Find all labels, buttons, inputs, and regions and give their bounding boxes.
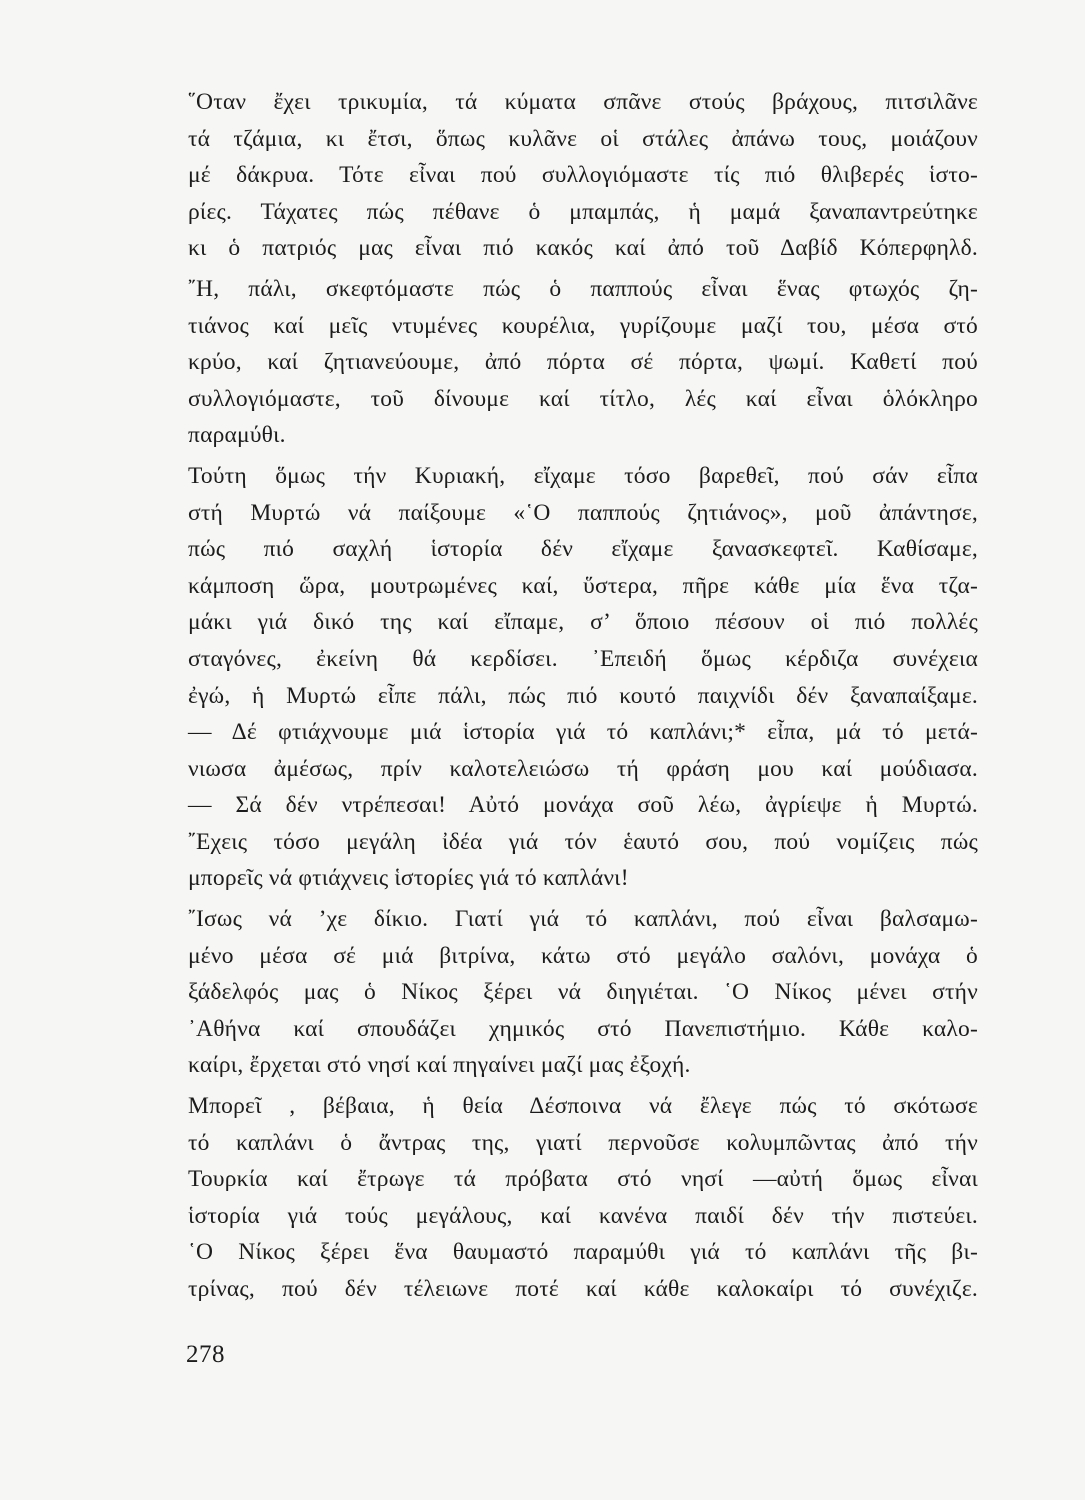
text-line: ρίες. Τάχατες πώς πέθανε ὁ μπαμπάς, ἡ μαμά ξαναπαντρεύτηκε <box>188 198 978 225</box>
text-line: σταγόνες, ἐκείνη θά κερδίσει. ᾿Επειδή ὅμως κέρδιζα συνέχεια <box>188 645 978 672</box>
page-number: 278 <box>186 1341 225 1368</box>
text-line: ῞Οταν ἔχει τρικυμία, τά κύματα σπᾶνε στούς βράχους, πιτσιλᾶνε <box>188 89 978 115</box>
text-line: τό καπλάνι ὁ ἄντρας της, γιατί περνοῦσε κολυμπῶντας ἀπό τήν <box>188 1129 978 1156</box>
body-text <box>188 84 978 1312</box>
text-line: νιωσα ἀμέσως, πρίν καλοτελειώσω τή φράση μου καί μούδιασα. <box>188 755 978 782</box>
text-line: — Δέ φτιάχνουμε μιά ἱστορία γιά τό καπλάνι;* εἶπα, μά τό μετά- <box>188 719 978 746</box>
text-line: ῎Εχεις τόσο μεγάλη ἰδέα γιά τόν ἑαυτό σου, πού νομίζεις πώς <box>188 828 978 855</box>
text-line: ᾿Αθήνα καί σπουδάζει χημικός στό Πανεπιστήμιο. Κάθε καλο- <box>188 1015 978 1042</box>
paragraph-1 <box>188 84 978 267</box>
text-line: τιάνος καί μεῖς ντυμένες κουρέλια, γυρίζουμε μαζί του, μέσα στό <box>188 312 978 339</box>
paragraph-4 <box>188 901 978 1084</box>
text-line: στή Μυρτώ νά παίξουμε «῾Ο παππούς ζητιάνος», μοῦ ἀπάντησε, <box>188 499 978 526</box>
text-line: Τουρκία καί ἔτρωγε τά πρόβατα στό νησί —αὐτή ὅμως εἶναι <box>188 1166 978 1193</box>
paragraph-5 <box>188 1088 978 1308</box>
text-line: ῾Ο Νίκος ξέρει ἕνα θαυμαστό παραμύθι γιά τό καπλάνι τῆς βι- <box>188 1239 978 1266</box>
text-line: μπορεῖς νά φτιάχνεις ἱστορίες γιά τό καπλάνι! <box>188 865 629 892</box>
text-line: ἐγώ, ἡ Μυρτώ εἶπε πάλι, πώς πιό κουτό παιχνίδι δέν ξαναπαίξαμε. <box>188 682 978 709</box>
text-line: παραμύθι. <box>188 422 286 449</box>
text-line: μέ δάκρυα. Τότε εἶναι πού συλλογιόμαστε τίς πιό θλιβερές ἱστο- <box>188 162 978 189</box>
paragraph-2 <box>188 271 978 454</box>
text-line: ῎Η, πάλι, σκεφτόμαστε πώς ὁ παππούς εἶναι ἕνας φτωχός ζη- <box>188 275 978 302</box>
text-line: συλλογιόμαστε, τοῦ δίνουμε καί τίτλο, λές καί εἶναι ὁλόκληρο <box>188 385 978 412</box>
paragraph-3 <box>188 458 978 897</box>
text-line: — Σά δέν ντρέπεσαι! Αὐτό μονάχα σοῦ λέω, ἀγρίεψε ἡ Μυρτώ. <box>188 792 978 819</box>
text-line: πώς πιό σαχλή ἱστορία δέν εἴχαμε ξανασκεφτεῖ. Καθίσαμε, <box>188 536 978 563</box>
text-line: ῎Ισως νά ’χε δίκιο. Γιατί γιά τό καπλάνι, πού εἶναι βαλσαμω- <box>188 906 978 933</box>
text-line: μάκι γιά δικό της καί εἴπαμε, σ’ ὅποιο πέσουν οἱ πιό πολλές <box>188 609 978 636</box>
text-line: καίρι, ἔρχεται στό νησί καί πηγαίνει μαζί μας ἐξοχή. <box>188 1052 691 1079</box>
text-line: τρίνας, πού δέν τέλειωνε ποτέ καί κάθε καλοκαίρι τό συνέχιζε. <box>188 1276 978 1302</box>
text-line: μένο μέσα σέ μιά βιτρίνα, κάτω στό μεγάλο σαλόνι, μονάχα ὁ <box>188 942 978 969</box>
text-line: κρύο, καί ζητιανεύουμε, ἀπό πόρτα σέ πόρτα, ψωμί. Καθετί πού <box>188 349 978 376</box>
text-line: Μπορεῖ , βέβαια, ἡ θεία Δέσποινα νά ἔλεγε πώς τό σκότωσε <box>188 1093 978 1120</box>
text-line: κάμποση ὥρα, μουτρωμένες καί, ὕστερα, πῆρε κάθε μία ἕνα τζα- <box>188 572 978 599</box>
text-line: τά τζάμια, κι ἔτσι, ὅπως κυλᾶνε οἱ στάλες ἀπάνω τους, μοιάζουν <box>188 125 978 152</box>
text-line: Τούτη ὅμως τήν Κυριακή, εἴχαμε τόσο βαρεθεῖ, πού σάν εἶπα <box>188 462 978 489</box>
text-line: ἱστορία γιά τούς μεγάλους, καί κανένα παιδί δέν τήν πιστεύει. <box>188 1202 978 1229</box>
text-line: κι ὁ πατριός μας εἶναι πιό κακός καί ἀπό τοῦ Δαβίδ Κόπερφηλδ. <box>188 235 978 262</box>
text-line: ξάδελφός μας ὁ Νίκος ξέρει νά διηγιέται. ῾Ο Νίκος μένει στήν <box>188 979 978 1006</box>
